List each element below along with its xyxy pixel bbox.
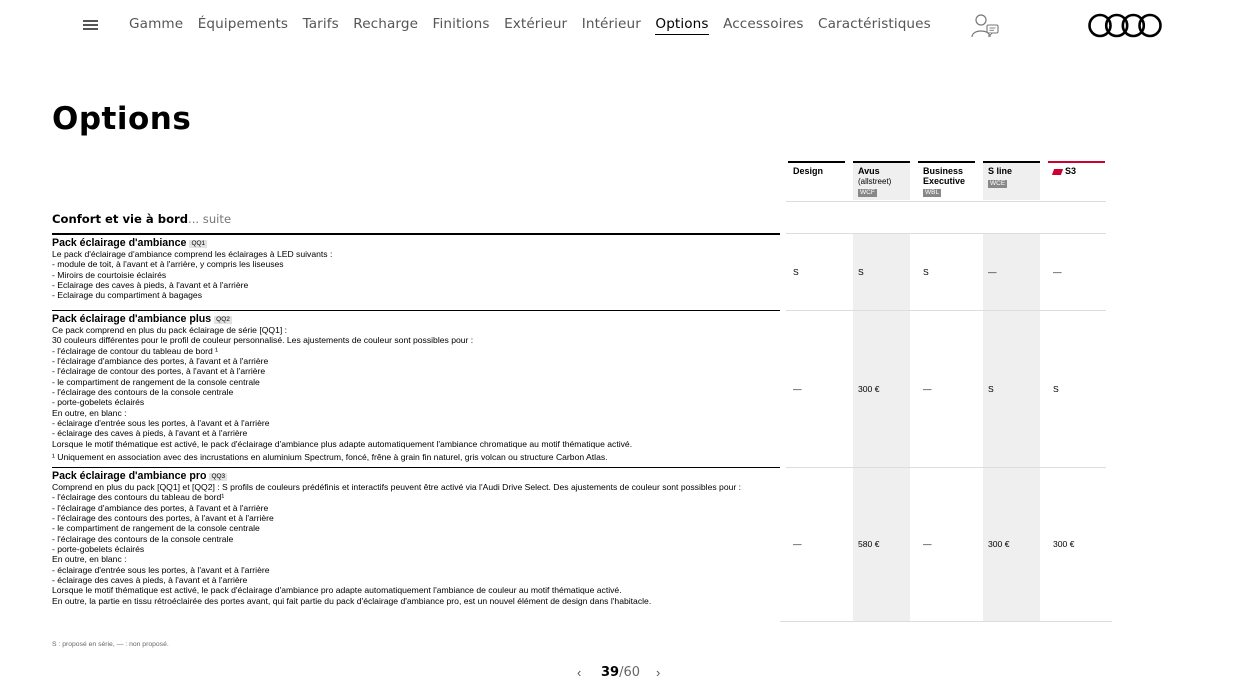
grid-line xyxy=(780,621,1112,622)
nav-finitions[interactable]: Finitions xyxy=(432,16,490,32)
nav-recharge[interactable]: Recharge xyxy=(353,16,419,32)
page-indicator xyxy=(601,665,640,680)
option-row-qq1 xyxy=(52,237,780,301)
option-footnote: ¹ Uniquement en association avec des incrustations en aluminium Spectrum, foncé, frêne à grain fin naturel, gris volcan ou structure Carbon Atlas. xyxy=(52,452,608,463)
column-name: S line xyxy=(988,166,1013,176)
row-divider xyxy=(52,467,780,468)
section-divider xyxy=(52,233,780,235)
column-code: WBL xyxy=(925,189,940,196)
option-row-qq3 xyxy=(52,470,780,606)
value-design: S xyxy=(793,267,799,277)
option-description: Comprend en plus du pack [QQ1] et [QQ2] : S profils de couleurs prédéfinis et interactifs peuvent être activé via l'Audi Drive Select. Des ajustements de couleur sont possibles pour : - l'éclairage des contours du tableau de bord¹ - l'éclairage d'ambiance des portes, à l'avant et à l'arrière - l'éclairage des contours des portes, à l'avant et à l'arrière - le compartiment de rangement de la console centrale - l'éclairage des contours de la console centrale - porte-gobelets éclairés En outre, en blanc : - éclairage d'entrée sous les portes, à l'avant et à l'arrière - éclairage des caves à pieds, à l'avant et à l'arrière Lorsque le motif thématique est activé, le pack d'éclairage d'ambiance pro adapte automatiquement l'ambiance de couleur au motif thématique activé. En outre, la partie en tissu rétroéclairée des portes avant, qui fait partie du pack d'éclairage d'ambiance pro, est un nouvel élément de design dans l'habitacle. xyxy=(52,482,742,606)
value-s3: S xyxy=(1053,384,1059,394)
value-avus: S xyxy=(858,267,864,277)
value-sline: — xyxy=(988,267,997,277)
value-sline: S xyxy=(988,384,994,394)
chevron-left-icon[interactable]: ‹ xyxy=(577,665,582,680)
nav-items xyxy=(129,16,945,35)
nav-accessoires[interactable]: Accessoires xyxy=(723,16,804,32)
section-title-text: Confort et vie à bord xyxy=(52,212,189,226)
column-name: Avus xyxy=(858,166,880,176)
audi-rings-logo xyxy=(1087,12,1163,39)
page-title: Options xyxy=(52,101,192,137)
value-business-executive: — xyxy=(923,539,932,549)
chevron-right-icon[interactable]: › xyxy=(656,665,661,680)
nav-exterieur[interactable]: Extérieur xyxy=(504,16,568,32)
hamburger-icon[interactable] xyxy=(83,20,98,31)
current-page: 39 xyxy=(601,665,620,680)
column-header-avus xyxy=(853,161,910,201)
column-header-design xyxy=(788,161,845,201)
column-name: S3 xyxy=(1065,166,1077,176)
column-name-wrap xyxy=(1048,167,1105,177)
option-description: Le pack d'éclairage d'ambiance comprend les éclairages à LED suivants : - module de toit, à l'avant et à l'arrière, y compris les liseuses - Miroirs de courtoisie éclairés - Eclairage des caves à pieds, à l'avant et à l'arrière - Eclairage du compartiment à bagages xyxy=(52,249,333,301)
nav-options[interactable]: Options xyxy=(655,16,708,35)
grid-line xyxy=(786,310,1106,311)
total-pages: /60 xyxy=(619,665,641,680)
column-code: WCE xyxy=(990,179,1006,187)
column-code: WCF xyxy=(860,188,875,196)
s3-badge-icon xyxy=(1052,169,1063,175)
option-code: QQ1 xyxy=(191,239,206,247)
column-header-s3 xyxy=(1048,161,1105,201)
person-chat-icon[interactable] xyxy=(969,11,1001,39)
nav-tarifs[interactable]: Tarifs xyxy=(302,16,339,32)
column-shade-avus-body xyxy=(853,234,910,621)
option-code: QQ2 xyxy=(216,315,230,323)
nav-gamme[interactable]: Gamme xyxy=(129,16,184,32)
option-name: Pack éclairage d'ambiance pro xyxy=(52,470,207,482)
section-title xyxy=(52,212,231,226)
nav-interieur[interactable]: Intérieur xyxy=(581,16,641,32)
grid-line xyxy=(786,201,1106,202)
value-business-executive: — xyxy=(923,384,932,394)
row-divider xyxy=(52,310,780,311)
option-code: QQ3 xyxy=(211,472,226,480)
option-name: Pack éclairage d'ambiance xyxy=(52,237,187,249)
column-subname: (allstreet) xyxy=(858,176,892,186)
column-shade-sline-body xyxy=(983,234,1040,621)
grid-line xyxy=(786,233,1106,234)
value-design: — xyxy=(793,539,802,549)
value-sline: 300 € xyxy=(988,539,1010,549)
value-s3: 300 € xyxy=(1053,539,1075,549)
pagination xyxy=(574,665,670,681)
top-navigation xyxy=(0,0,1244,50)
column-name: Design xyxy=(793,166,824,176)
option-name: Pack éclairage d'ambiance plus xyxy=(52,313,212,325)
column-header-sline xyxy=(983,161,1040,201)
nav-equipements[interactable]: Équipements xyxy=(197,16,289,32)
value-business-executive: S xyxy=(923,267,929,277)
column-header-business-executive xyxy=(918,161,975,201)
legend-footnote: S : proposé en série, — : non proposé. xyxy=(52,641,169,648)
grid-line xyxy=(786,467,1106,468)
value-avus: 300 € xyxy=(858,384,880,394)
section-title-suffix: ... suite xyxy=(188,212,232,226)
option-description: Ce pack comprend en plus du pack éclairage de série [QQ1] : 30 couleurs différentes pour le profil de couleur personnalisé. Les ajustements de couleur sont possibles pour : - l'éclairage de contour du tableau de bord ¹ - l'éclairage d'ambiance des portes, à l'avant et à l'arrière - l'éclairage de contour des portes, à l'avant et à l'arrière - le compartiment de rangement de la console centrale - l'éclairage des contours de la console centrale - porte-gobelets éclairés En outre, en blanc : - éclairage d'entrée sous les portes, à l'avant et à l'arrière - éclairage des caves à pieds, à l'avant et à l'arrière Lorsque le motif thématique est activé, le pack d'éclairage d'ambiance plus adapte automatiquement l'ambiance chromatique au motif thématique activé. xyxy=(52,325,633,449)
value-avus: 580 € xyxy=(858,539,880,549)
option-row-qq2 xyxy=(52,313,780,462)
value-design: — xyxy=(793,384,802,394)
column-name: Business Executive xyxy=(923,166,966,186)
nav-caracteristiques[interactable]: Caractéristiques xyxy=(818,16,931,32)
value-s3: — xyxy=(1053,267,1062,277)
